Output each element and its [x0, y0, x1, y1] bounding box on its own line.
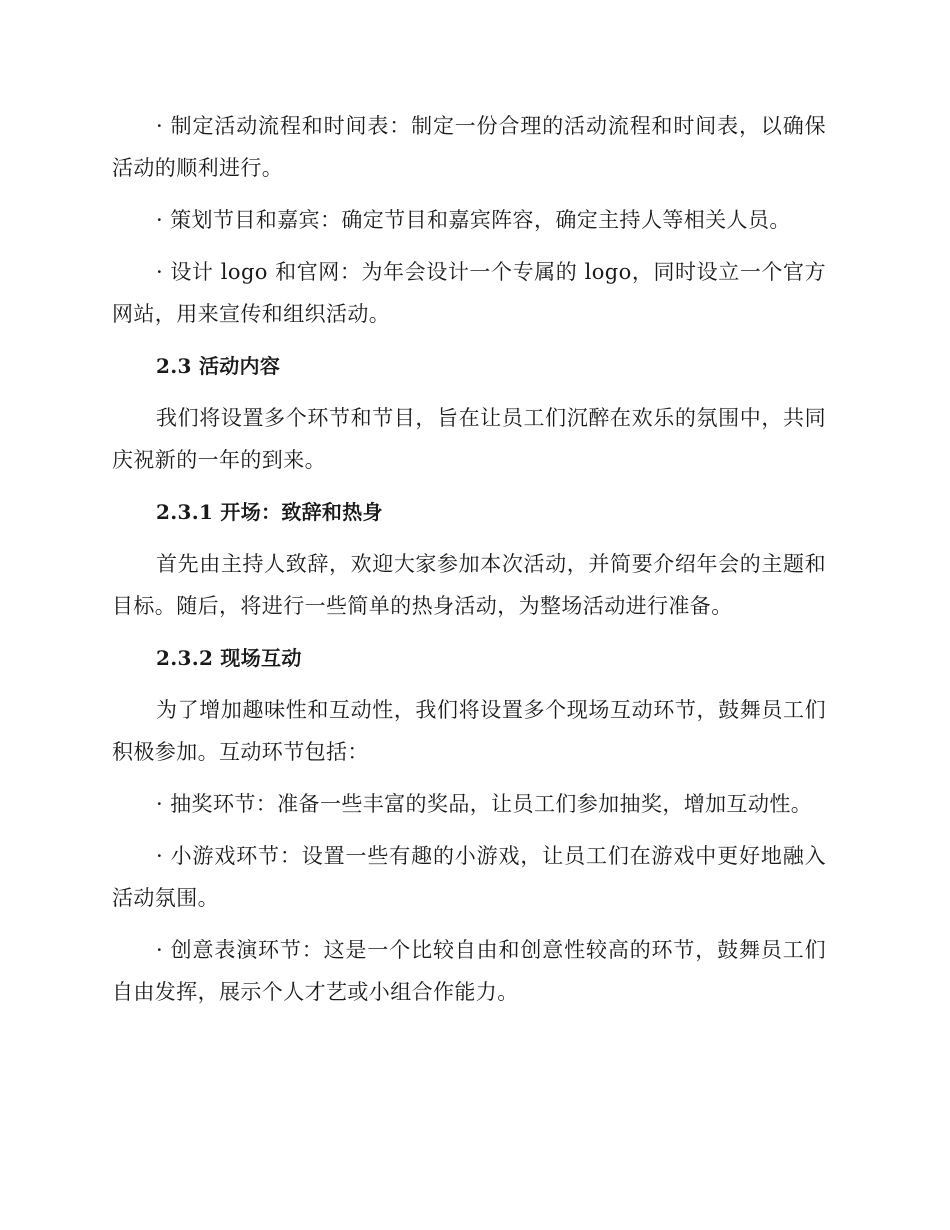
section-heading-2-3-2: 2.3.2 现场互动 — [156, 646, 302, 670]
bullet-performance: · 创意表演环节：这是一个比较自由和创意性较高的环节，鼓舞员工们自由发挥，展示个人才艺或小组合作能力。 — [112, 938, 826, 1004]
bullet-schedule: · 制定活动流程和时间表：制定一份合理的活动流程和时间表，以确保活动的顺利进行。 — [112, 114, 826, 180]
bullet-games: · 小游戏环节：设置一些有趣的小游戏，让员工们在游戏中更好地融入活动氛围。 — [112, 844, 826, 910]
section-paragraph-2-3-2: 为了增加趣味性和互动性，我们将设置多个现场互动环节，鼓舞员工们积极参加。互动环节包括： — [112, 698, 826, 764]
section-paragraph-2-3-1: 首先由主持人致辞，欢迎大家参加本次活动，并简要介绍年会的主题和目标。随后，将进行一些简单的热身活动，为整场活动进行准备。 — [112, 552, 826, 618]
section-heading-2-3: 2.3 活动内容 — [156, 354, 281, 378]
bullet-logo: · 设计 logo 和官网：为年会设计一个专属的 logo，同时设立一个官方网站，用来宣传和组织活动。 — [112, 260, 826, 326]
bullet-lottery: · 抽奖环节：准备一些丰富的奖品，让员工们参加抽奖，增加互动性。 — [156, 792, 813, 816]
section-heading-2-3-1: 2.3.1 开场：致辞和热身 — [156, 500, 383, 524]
section-paragraph-2-3: 我们将设置多个环节和节目，旨在让员工们沉醉在欢乐的氛围中，共同庆祝新的一年的到来。 — [112, 406, 826, 472]
bullet-program: · 策划节目和嘉宾：确定节目和嘉宾阵容，确定主持人等相关人员。 — [156, 208, 791, 232]
